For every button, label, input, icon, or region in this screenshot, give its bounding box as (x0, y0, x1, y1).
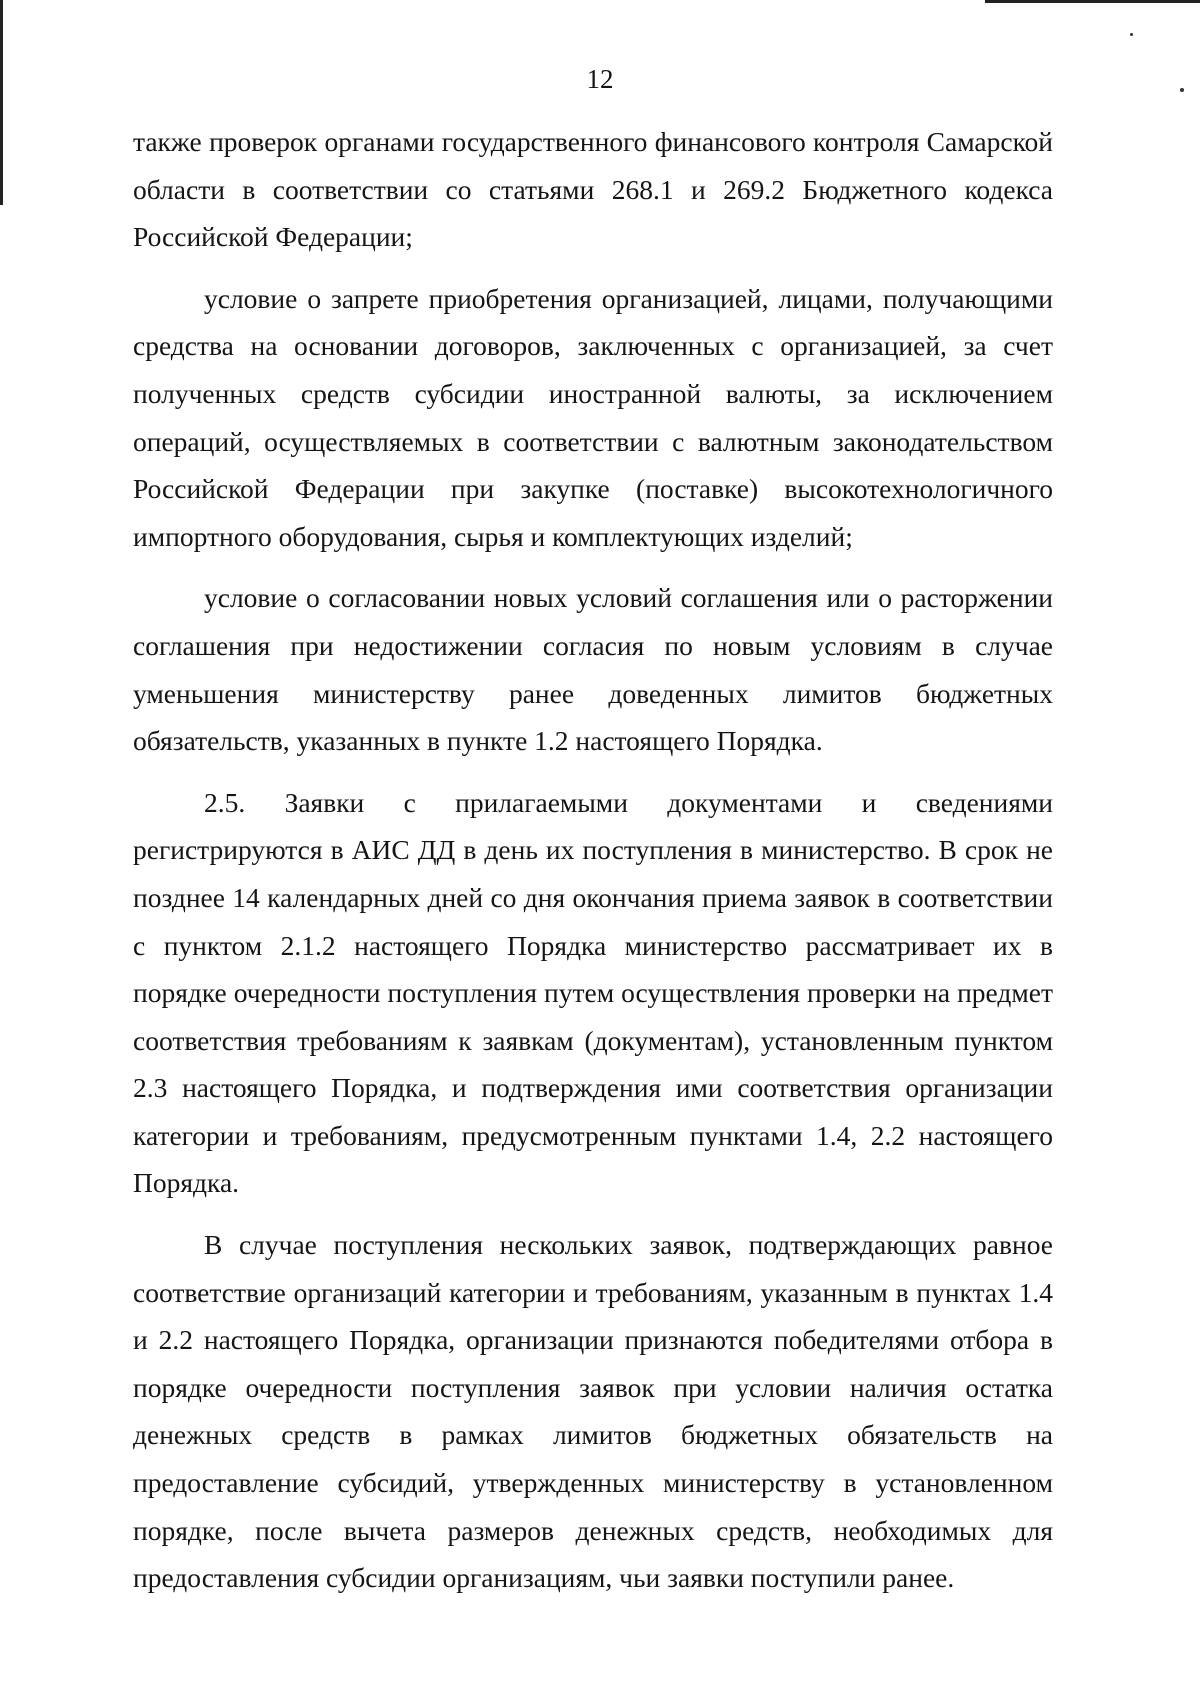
scan-border-top (985, 0, 1200, 3)
scan-speck (1130, 33, 1133, 36)
scan-border-left (0, 0, 3, 205)
document-body (133, 118, 1053, 1602)
paragraph: также проверок органами государственного финансового контроля Самарской области в соответствии со статьями 268.1 и 269.2 Бюджетного кодекса Российской Федерации; (133, 126, 1053, 253)
paragraph: условие о запрете приобретения организацией, лицами, получающими средства на основании договоров, заключенных с организацией, за счет полученных средств субсидии иностранной валюты, за исключением операций, осуществляемых в соответствии с валютным законодательством Российской Федерации при закупке (поставке) высокотехнологичного импортного оборудования, сырья и комплектующих изделий; (133, 282, 1053, 552)
paragraph: В случае поступления нескольких заявок, подтверждающих равное соответствие организаций категории и требованиям, указанным в пунктах 1.4 и 2.2 настоящего Порядка, организации признаются победителями отбора в порядке очередности поступления заявок при условии наличия остатка денежных средств в рамках лимитов бюджетных обязательств на предоставление субсидий, утвержденных министерству в установленном порядке, после вычета размеров денежных средств, необходимых для предоставления субсидии организациям, чьи заявки поступили ранее. (133, 1229, 1053, 1594)
page-number: 12 (586, 64, 614, 94)
paragraph: условие о согласовании новых условий соглашения или о расторжении соглашения при недостижении согласия по новым условиям в случае уменьшения министерству ранее доведенных лимитов бюджетных обязательств, указанных в пункте 1.2 настоящего Порядка. (133, 582, 1053, 757)
paragraph: 2.5. Заявки с прилагаемыми документами и сведениями регистрируются в АИС ДД в день их поступления в министерство. В срок не позднее 14 календарных дней со дня окончания приема заявок в соответствии с пунктом 2.1.2 настоящего Порядка министерство рассматривает их в порядке очередности поступления путем осуществления проверки на предмет соответствия требованиям к заявкам (документам), установленным пунктом 2.3 настоящего Порядка, и подтверждения ими соответствия организации категории и требованиям, предусмотренным пунктами 1.4, 2.2 настоящего Порядка. (133, 786, 1053, 1199)
